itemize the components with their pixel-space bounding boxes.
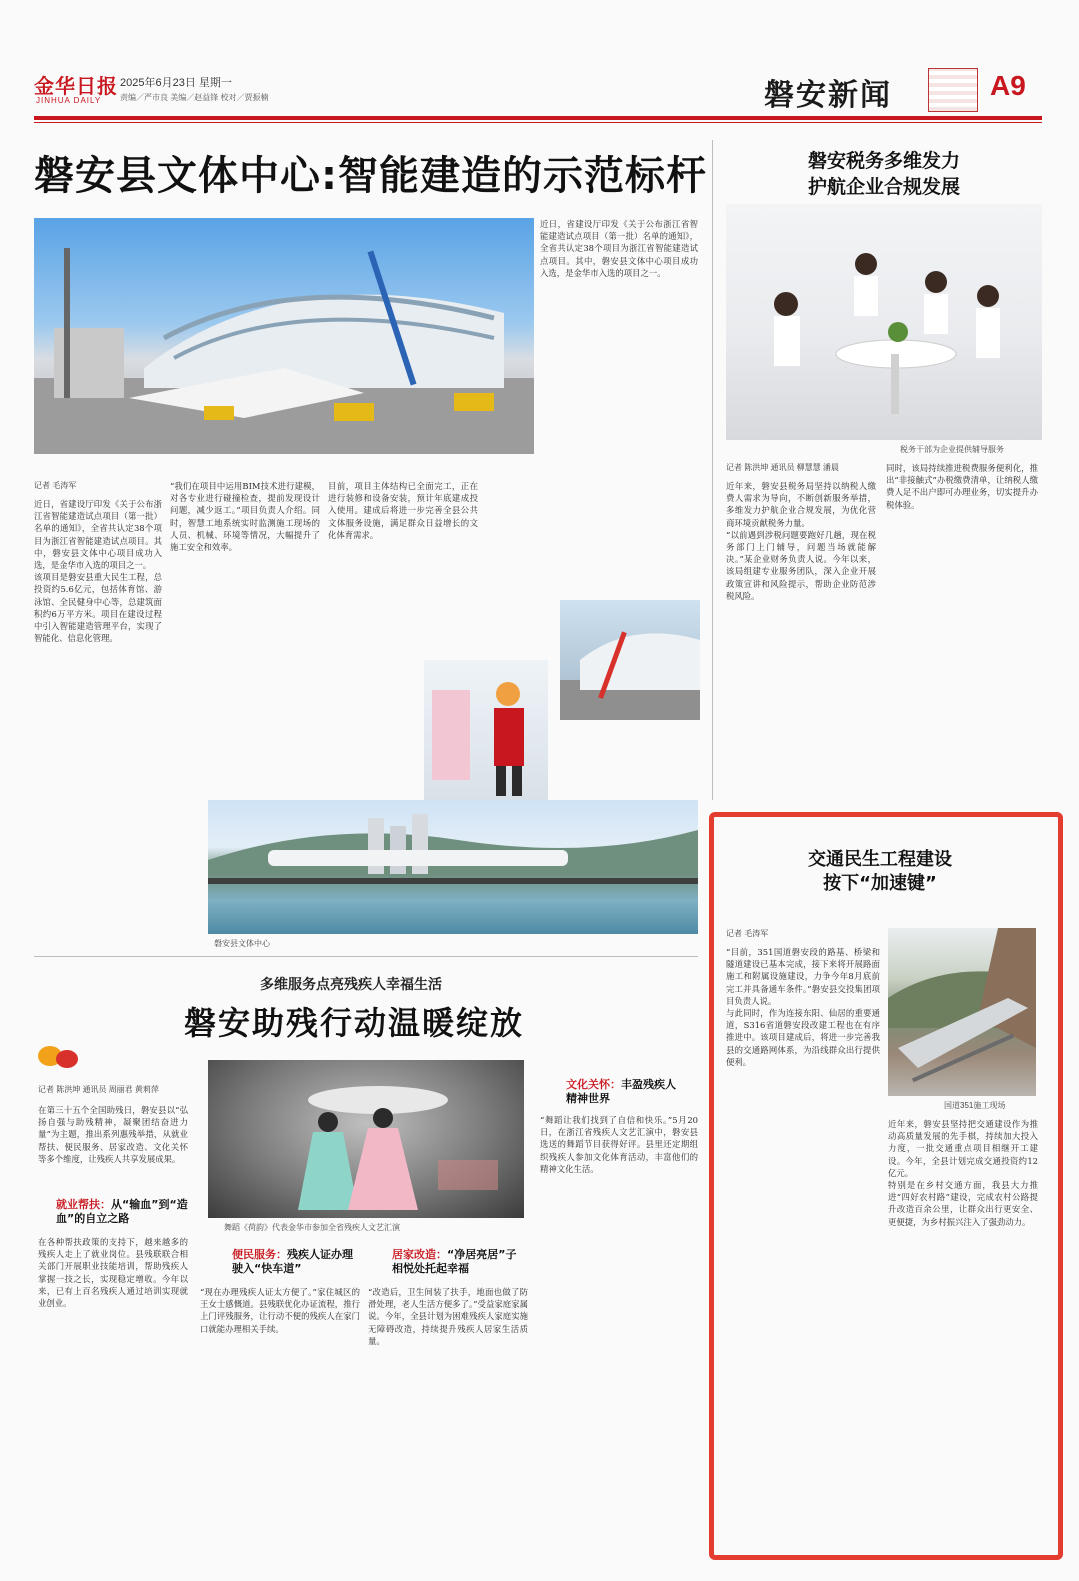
service-title: 残疾人证办理驶入“快车道” [232, 1248, 353, 1275]
tax-column-1 [726, 480, 876, 800]
road-photo-caption: 国道351施工现场 [944, 1101, 1006, 1110]
stage-photo-caption: 舞蹈《荷韵》代表金华市参加全省残疾人文艺汇演 [224, 1223, 400, 1232]
service-text: “现在办理残疾人证太方便了。”家住城区的王女士感慨道。县残联优化办证流程，推行上门评残服务，让行动不便的残疾人在家门口就能办理相关手续。 [200, 1287, 360, 1334]
traffic-paragraph-2: 与此同时，作为连接东阳、仙居的重要通道，S316省道磐安段改建工程也在有序推进中。该项目建成后，将进一步完善我县的交通路网体系，为沿线群众出行提供便利。 [726, 1008, 880, 1067]
main-column-1 [34, 498, 162, 938]
home-text: “改造后，卫生间装了扶手，地面也做了防滑处理，老人生活方便多了。”受益家庭家属说。今年，全县计划为困难残疾人家庭实施无障碍改造，持续提升残疾人居家生活质量。 [368, 1287, 528, 1346]
employment-subhead [56, 1198, 196, 1226]
tax-column-2 [886, 462, 1038, 800]
home-title: “净居亮居”子相悦处托起幸福 [392, 1248, 517, 1275]
tax-paragraph-3: 同时，该局持续推进税费服务便利化，推出“非接触式”办税缴费清单，让纳税人缴费人足不出户即可办理业务，切实提升办税体验。 [886, 463, 1038, 510]
main-headline: 磐安县文体中心:智能建造的示范标杆 [34, 153, 707, 199]
traffic-paragraph-1: “目前，351国道磐安段的路基、桥梁和隧道建设已基本完成，接下来将开展路面施工和附属设施建设，力争今年8月底前完工并具备通车条件。”磐安县交投集团项目负责人说。 [726, 947, 880, 1006]
traffic-headline [730, 848, 1030, 896]
tax-paragraph-2: “以前遇到涉税问题要跑好几趟，现在税务部门上门辅导，问题当场就能解决。”某企业财务负责人说。今年以来，该局组建专业服务团队，深入企业开展政策宣讲和风险提示，帮助企业防范涉税风险。 [726, 529, 876, 601]
home-tag: 居家改造： [392, 1248, 447, 1261]
editor-credits: 责编／严市良 美编／赵益锋 校对／贾振楠 [120, 93, 269, 102]
speech-bubble-icon-2 [56, 1050, 78, 1068]
dance-performance-photo [208, 1060, 524, 1218]
main-paragraph-1: 近日，省建设厅印发《关于公布浙江省智能建造试点项目（第一批）名单的通知》，全省共认定38个项目为浙江省智能建造试点项目。其中，磐安县文体中心项目成功入选，是金华市入选的项目之一。 [34, 499, 162, 571]
column-divider [712, 140, 713, 800]
stadium-illustration [34, 218, 534, 454]
masthead [34, 62, 1042, 120]
disabled-byline: 记者 陈洪坤 通讯员 周丽君 黄莉萍 [38, 1085, 159, 1094]
tax-headline-line-2: 护航企业合规发展 [807, 176, 960, 198]
culture-tag: 文化关怀： [566, 1078, 621, 1091]
traffic-paragraph-3: 近年来，磐安县坚持把交通建设作为推动高质量发展的先手棋，持续加大投入力度，一批交通重点项目相继开工建设。今年，全县计划完成交通投资约12亿元。 [888, 1119, 1038, 1178]
tax-headline [726, 148, 1042, 200]
traffic-headline-line-1: 交通民生工程建设 [808, 849, 952, 870]
traffic-paragraph-4: 特别是在乡村交通方面，我县大力推进“四好农村路”建设，完成农村公路提升改造百余公里，让群众出行更安全、更便捷，为乡村振兴注入了强劲动力。 [888, 1180, 1038, 1227]
page-number: A9 [990, 70, 1026, 101]
section-divider [34, 956, 698, 957]
employment-column [38, 1236, 188, 1536]
main-paragraph-3: “我们在项目中运用BIM技术进行建模，对各专业进行碰撞检查，提前发现设计问题，减少返工。”项目负责人介绍。同时，智慧工地系统实时监测施工现场的人员、机械、环境等情况，大幅提升了施工安全和效率。 [170, 481, 320, 553]
traffic-headline-line-2: 按下“加速键” [823, 873, 937, 894]
section-seal-icon [928, 68, 978, 112]
employment-text: 在各种帮扶政策的支持下，越来越多的残疾人走上了就业岗位。县残联联合相关部门开展职业技能培训，帮助残疾人掌握一技之长，实现稳定增收。今年以来，已有上百名残疾人通过培训实现就业创业。 [38, 1237, 188, 1309]
traffic-column-2 [888, 1118, 1038, 1536]
main-column-2 [170, 480, 320, 780]
river-photo-caption: 磐安县文体中心 [214, 939, 270, 948]
highway-construction-photo [888, 928, 1036, 1096]
employment-tag: 就业帮扶： [56, 1198, 111, 1211]
river-city-photo [208, 800, 698, 934]
disabled-lead [38, 1104, 188, 1184]
disabled-headline: 磐安助残行动温暖绽放 [184, 1004, 525, 1042]
masthead-thin-rule [34, 122, 1042, 123]
worker-inspection-photo [424, 660, 548, 800]
main-paragraph-4: 目前，项目主体结构已全面完工，正在进行装修和设备安装，预计年底建成投入使用。建成后将进一步完善全县公共文体服务设施，满足群众日益增长的文化体育需求。 [328, 481, 478, 540]
tax-photo-caption: 税务干部为企业提供辅导服务 [900, 445, 1004, 454]
stadium-construction-photo [34, 218, 534, 454]
tax-byline: 记者 陈洪坤 通讯员 柳慧慧 潘晨 [726, 463, 839, 472]
culture-column [540, 1114, 698, 1534]
disabled-kicker: 多维服务点亮残疾人幸福生活 [260, 977, 442, 993]
service-column [200, 1286, 360, 1536]
culture-subhead [566, 1078, 686, 1106]
tax-service-photo [726, 204, 1042, 440]
service-tag: 便民服务： [232, 1248, 287, 1261]
disabled-lead-text: 在第三十五个全国助残日，磐安县以“弘扬自强与助残精神，凝聚团结奋进力量”为主题，推出系列惠残举措，从就业帮扶、便民服务、居家改造、文化关怀等多个维度，让残疾人共享发展成果。 [38, 1105, 188, 1164]
newspaper-logo: 金华日报 [34, 74, 118, 98]
home-subhead [392, 1248, 522, 1276]
traffic-column-1 [726, 946, 880, 1536]
newspaper-logo-en: JINHUA DAILY [36, 96, 102, 105]
tax-paragraph-1: 近年来，磐安县税务局坚持以纳税人缴费人需求为导向，不断创新服务举措，多维发力护航企业合规发展，为优化营商环境贡献税务力量。 [726, 481, 876, 528]
culture-title: 丰盈残疾人精神世界 [566, 1078, 676, 1105]
tax-headline-line-1: 磐安税务多维发力 [807, 150, 960, 172]
traffic-byline: 记者 毛涛军 [726, 929, 769, 938]
home-column [368, 1286, 528, 1536]
main-paragraph-2: 该项目是磐安县重大民生工程，总投资约5.6亿元，包括体育馆、游泳馆、全民健身中心等，总建筑面积约6万平方米。项目在建设过程中引入智能建造管理平台，实现了智能化、信息化管理。 [34, 572, 162, 644]
construction-site-photo [560, 600, 700, 720]
main-column-4 [540, 218, 698, 588]
section-title: 磐安新闻 [764, 78, 892, 113]
culture-text: “舞蹈让我们找到了自信和快乐。”5月20日，在浙江省残疾人文艺汇演中，磐安县选送的舞蹈节目获得好评。县里还定期组织残疾人参加文化体育活动，丰富他们的精神文化生活。 [540, 1115, 698, 1174]
main-byline: 记者 毛涛军 [34, 481, 77, 490]
main-paragraph-1-cont: 近日，省建设厅印发《关于公布浙江省智能建造试点项目（第一批）名单的通知》，全省共认定38个项目为浙江省智能建造试点项目。其中，磐安县文体中心项目成功入选，是金华市入选的项目之一。 [540, 219, 698, 278]
masthead-rule [34, 116, 1042, 120]
employment-title: 从“输血”到“造血”的自立之路 [56, 1198, 188, 1225]
service-subhead [232, 1248, 362, 1276]
issue-date: 2025年6月23日 星期一 [120, 77, 232, 89]
